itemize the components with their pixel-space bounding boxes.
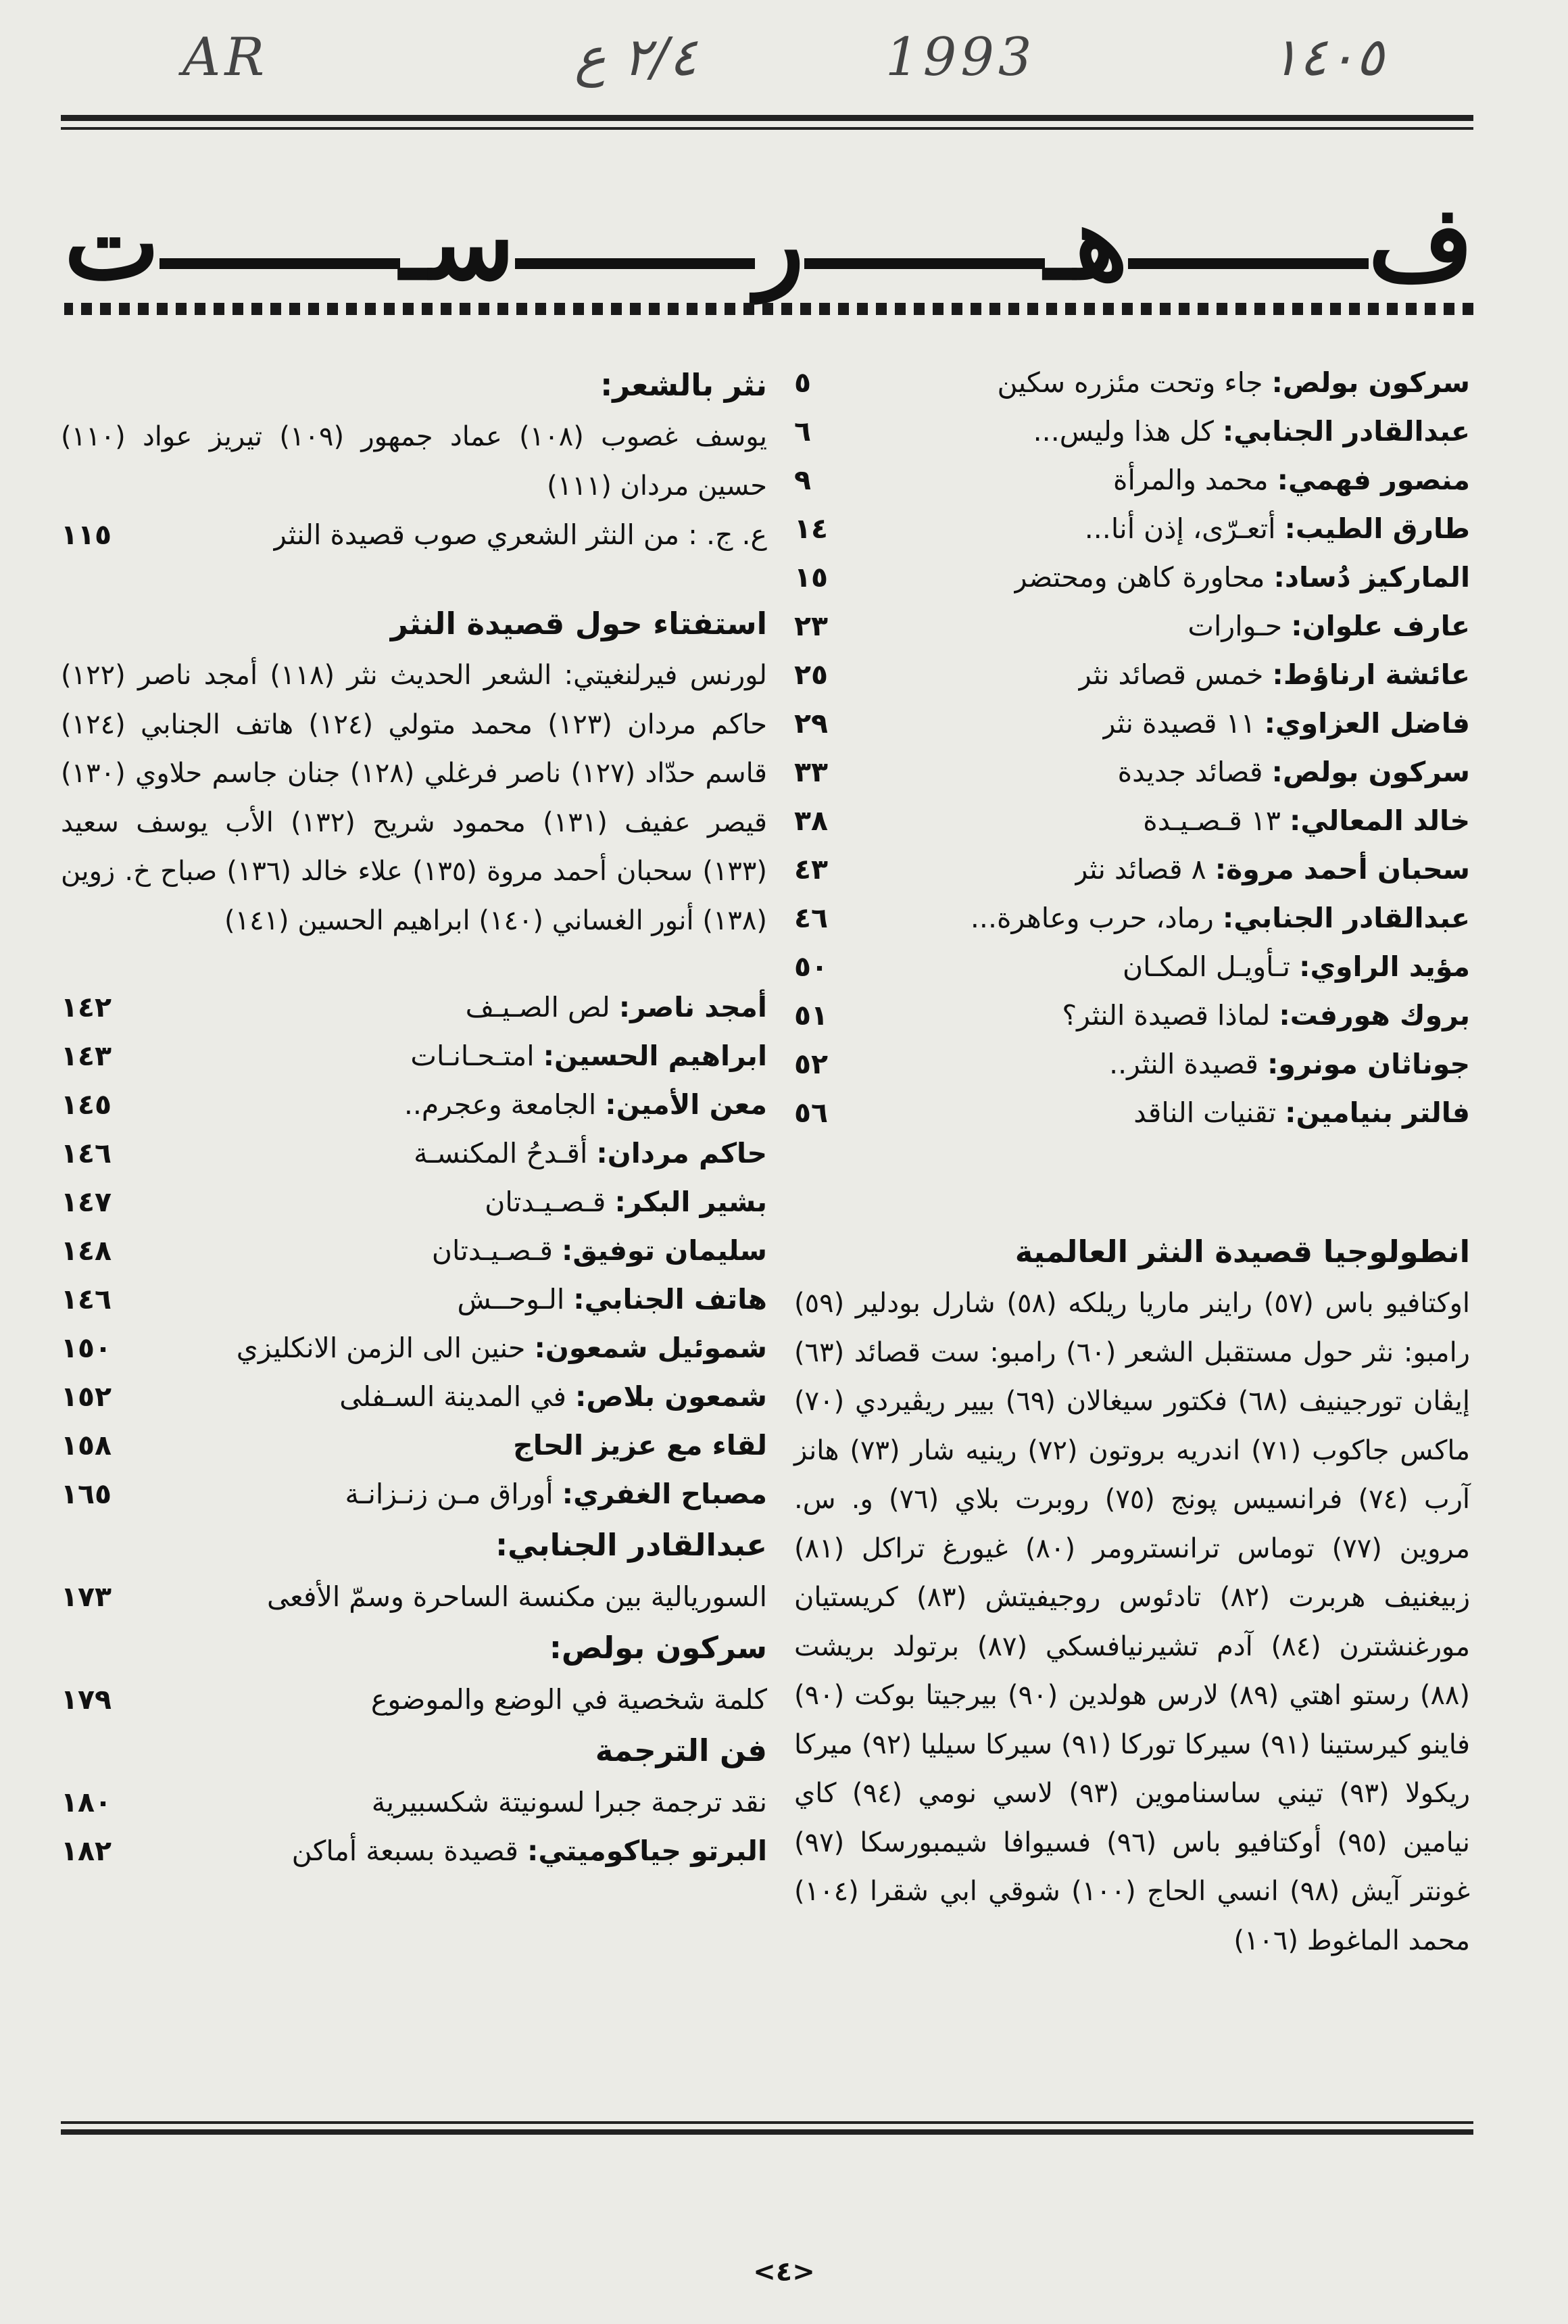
toc-entry [61,983,767,1032]
page-ref: ١٤٣ [61,1040,112,1072]
author: فاضل العزاوي: [1264,707,1470,740]
page-ref: ٥٠ [794,950,829,983]
toc-entry [794,504,1470,553]
toc-entry [794,845,1470,894]
work-title: كلمة شخصية في الوضع والموضوع [370,1683,767,1716]
page-ref: ٣٣ [794,756,829,788]
section-heading: نثر بالشعر: [600,367,767,403]
page-ref: ٢٥ [794,658,829,691]
title-letter: ف [1368,184,1473,303]
author: البرتو جياكوميتي: [526,1835,767,1867]
toc-entry [794,456,1470,504]
prose-poetry-line: يوسف غصوب (١٠٨) عماد جمهور (١٠٩) تيريز عواد [142,421,768,452]
work-title: ١١ قصيدة نثر [1102,707,1256,740]
author: سحبان أحمد مروة: [1215,853,1470,886]
author: سركون بولص: [1271,366,1470,399]
anthology-line: برتولد بريشت (٨٨) رستو اهتي (٨٩) لارس هولدين (٩٠) [794,1630,1471,1711]
page-ref: ٣٨ [794,804,829,837]
author: شموئيل شمعون: [534,1332,767,1364]
author: عائشة ارناؤط: [1272,658,1470,691]
dotted-divider [64,303,1473,315]
page-ref: ٥١ [794,999,829,1032]
survey-line: (١٤٠) ابراهيم الحسين (١٤١) [224,904,544,936]
work-title: ع. ج. : من النثر الشعري صوب قصيدة النثر [273,518,767,551]
handwritten-note: AR [182,27,269,88]
work-title: في المدينة السـفلى [339,1380,566,1413]
page-ref: ١٥٢ [61,1380,112,1413]
author: فالتر بنيامين: [1285,1096,1470,1129]
work-title: خمس قصائد نثر [1078,658,1264,691]
work-title: محاورة كاهن ومحتضر [1013,561,1265,594]
work-title: نقد ترجمة جبرا لسونيتة شكسبيرية [371,1786,767,1818]
author: مصباح الغفري: [562,1478,767,1510]
work-title: رماد، حرب وعاهرة... [970,902,1214,934]
work-title: الـوحــش [457,1283,565,1315]
title-letter: سـ [399,184,515,303]
anthology-line: غيورغ تراكل (٨١) زبيغنيف هربرت (٨٢) تادئوس روجيفيتش [794,1532,1471,1613]
author: منصور فهمي: [1277,464,1470,496]
author: هاتف الجنابي: [573,1283,767,1315]
survey-line: علاء خالد (١٣٦) صباح خ. زوين (١٣٨) أنور الغساني [61,856,767,936]
survey-list [61,651,767,945]
work-title: أتعـرّى، إذن أنا... [1084,512,1276,545]
page-ref: ١٤٨ [61,1234,112,1267]
handwritten-note: ٢/٤ ع [574,27,697,88]
handwritten-note: 1993 [885,27,1036,88]
author: حاكم مردان: [596,1137,767,1169]
toc-entry [794,553,1470,602]
work-title: حنين الى الزمن الانكليزي [236,1332,526,1364]
anthology-line: قصائد (٦٣) إيڤان تورجينيف (٦٨) فكتور سيغالان (٦٩) [794,1336,1470,1417]
author: مؤيد الراوي: [1299,950,1470,983]
toc-entry [61,1372,767,1421]
anthology-line: بلاي (٧٦) و. س. مروين (٧٧) توماس ترانسترومر (٨٠) [794,1484,1470,1564]
title-connector [515,258,756,269]
page-ref: ٥ [794,366,812,399]
work-title: السوريالية بين مكنسة الساحرة وسمّ الأفعى [266,1580,767,1613]
anthology-line: بيرجيتا بوكت (٩٠) فاينو كيرستينا (٩١) سيركا توركا (٩١) [794,1680,1471,1760]
toc-entry [794,796,1470,845]
author: سركون بولص: [1271,756,1470,788]
title-letter: ر [755,184,804,303]
page-ref: ١٨٢ [61,1835,112,1867]
toc-entry [794,942,1470,991]
handwritten-note: ١٤٠٥ [1271,27,1384,88]
toc-entry [794,1040,1470,1088]
work-title: أقـدحُ المكنسـة [414,1137,588,1169]
work-title: قـصـيـدتان [431,1234,553,1267]
toc-entry [61,1675,767,1724]
toc-entry [794,407,1470,456]
anthology-line: (٥٩) رامبو: نثر حول مستقبل الشعر (٦٠) رامبو: ست [794,1288,1470,1368]
toc-entry [61,1129,767,1178]
author: طارق الطيب: [1284,512,1470,545]
survey-line: جاسم حلاوي (١٣٠) قيصر عفيف (١٣١) محمود شريح [61,758,768,838]
author: ابراهيم الحسين: [543,1040,767,1072]
work-title: قـصـيـدتان [485,1186,606,1218]
work-title: أوراق مـن زنـزانـة [345,1478,554,1510]
page-ref: ١٥٨ [61,1429,112,1461]
page-ref: ١٨٠ [61,1786,112,1818]
page-ref: ١٤٢ [61,991,112,1023]
anthology-line: سيركا سيليا (٩٢) ميركا ريكولا (٩٣) تيني ساسناموين [794,1728,1471,1809]
author: بشير البكر: [614,1186,767,1218]
anthology-line: (٩٦) فسيوافا شيمبورسكا (٩٧) غونتر آيش (٩٨) انسي [794,1826,1470,1907]
top-rule-thin [61,127,1473,130]
toc-entry [61,510,767,559]
title-connector [160,258,400,269]
page-ref: ١٤٦ [61,1283,112,1315]
page-ref: ١٧٩ [61,1683,112,1716]
page-ref: ٢٣ [794,610,829,642]
anthology-list [794,1279,1470,1965]
work-title: محمد والمرأة [1112,464,1269,496]
toc-entry [61,1572,767,1621]
prose-poetry-line: (١١٠) حسين مردان (١١١) [61,421,767,502]
section-heading: استفتاء حول قصيدة النثر [390,606,767,641]
toc-left-column [61,358,767,1875]
author: شمعون بلاص: [575,1380,767,1413]
page-number: <٤> [753,2256,815,2287]
work-title: الجامعة وعجرم.. [403,1088,597,1121]
author: بروك هورفت: [1279,999,1470,1032]
author: عبدالقادر الجنابي: [1222,902,1470,934]
title-letter: ت [64,184,160,303]
work-title: كل هذا وليس... [1033,415,1214,447]
toc-right-column [794,358,1470,1965]
work-title: تـأويـل المكـان [1122,950,1291,983]
anthology-line: اوكتافيو باس (٥٧) راينر ماريا ريلكه (٥٨) شارل بودلير [855,1288,1471,1319]
work-title: قصيدة بسبعة أماكن [291,1835,518,1867]
page-ref: ٤٦ [794,902,829,934]
anthology-line: بيير ريڤيردي (٧٠) ماكس جاكوب (٧١) اندريه بروتون (٧٢) [794,1386,1470,1466]
toc-entry [794,602,1470,650]
page-ref: ٤٣ [794,853,829,886]
survey-line: الجنابي (١٢٤) قاسم حدّاد (١٢٧) ناصر فرغلي (١٢٨) جنان [61,708,767,789]
page-ref: ١٧٣ [61,1580,112,1613]
toc-entry [794,1088,1470,1137]
work-title: لماذا قصيدة النثر؟ [1062,999,1271,1032]
author: عبدالقادر الجنابي: [1222,415,1470,447]
toc-entry [794,991,1470,1040]
page-ref: ١٦٥ [61,1478,112,1510]
work-title: قصائد جديدة [1117,756,1263,788]
page-ref: ٥٦ [794,1096,829,1129]
anthology-line: (٨٣) كريستيان مورغنشترن (٨٤) آدم تشيرنيافسكي (٨٧) [794,1582,1471,1662]
section-heading: سركون بولص: [549,1630,767,1666]
work-title: جاء وتحت مئزره سكين [997,366,1263,399]
survey-line: لورنس فيرلنغيتي: الشعر الحديث نثر (١١٨) أمجد ناصر [138,660,767,691]
survey-line: (١٢٢) حاكم مردان (١٢٣) محمد متولي (١٢٤) هاتف [61,660,767,740]
work-title: ٨ قصائد نثر [1074,853,1206,886]
toc-entry [61,1470,767,1518]
toc-entry [61,1324,767,1372]
toc-entry [794,358,1470,407]
page-ref: ١٥٠ [61,1332,112,1364]
page-ref: ٩ [794,464,812,496]
page-ref: ٥٢ [794,1048,829,1080]
anthology-line: (٩٣) لاسي نومي (٩٤) كاي نيامين (٩٥) أوكتافيو باس [794,1778,1470,1858]
author: أمجد ناصر: [618,991,767,1023]
title-letter: هـ [1044,184,1128,303]
title-connector [804,258,1045,269]
toc-entry [61,1421,767,1470]
work-title: امتـحـانـات [410,1040,535,1072]
work-title: قصيدة النثر.. [1109,1048,1258,1080]
toc-entry [61,1032,767,1080]
page-ref: ١٤٦ [61,1137,112,1169]
page-ref: ١١٥ [61,518,112,551]
page-ref: ١٤ [794,512,829,545]
toc-entry [61,1226,767,1275]
toc-entry [61,1826,767,1875]
section-heading: عبدالقادر الجنابي: [495,1527,767,1563]
toc-entry [794,650,1470,699]
page-ref: ١٤٥ [61,1088,112,1121]
toc-entry [61,1080,767,1129]
work-title: تقنيات الناقد [1133,1096,1277,1129]
title-connector [1128,258,1369,269]
page-ref: ٢٩ [794,707,829,740]
section-heading: انطولوجيا قصيدة النثر العالمية [1014,1234,1470,1269]
work-title: ١٣ قـصـيـدة [1143,804,1281,837]
page-ref: ٦ [794,415,812,447]
anthology-line: رينيه شار (٧٣) هانز آرب (٧٤) فرانسيس پونج (٧٥) روبرت [794,1434,1471,1515]
page-ref: ١٤٧ [61,1186,112,1218]
author: معن الأمين: [605,1088,767,1121]
toc-entry [794,699,1470,748]
page-title [64,184,1473,303]
toc-entry [61,1778,767,1826]
toc-entry [794,748,1470,796]
toc-entry [61,1275,767,1324]
author: سليمان توفيق: [562,1234,767,1267]
work-title: حـوارات [1187,610,1283,642]
author: لقاء مع عزيز الحاج [513,1429,767,1461]
author: عارف علوان: [1291,610,1470,642]
anthology-line: الحاج (١٠٠) شوقي ابي شقرا (١٠٤) محمد الماغوط (١٠٦) [794,1876,1470,1956]
author: جوناثان مونرو: [1267,1048,1470,1080]
toc-entry [61,1178,767,1226]
toc-entry [794,894,1470,942]
work-title: لص الصـيـف [465,991,610,1023]
author: خالد المعالي: [1289,804,1470,837]
page-ref: ١٥ [794,561,829,594]
prose-poetry-list [61,412,767,510]
section-heading: فن الترجمة [595,1733,767,1768]
author: الماركيز دُساد: [1273,561,1470,594]
bottom-rule-thick [61,2129,1473,2135]
top-rule-thick [61,115,1473,121]
survey-line: (١٣٢) الأب يوسف سعيد (١٣٣) سحبان أحمد مروة (١٣٥) [61,806,767,887]
bottom-rule-thin [61,2121,1473,2124]
